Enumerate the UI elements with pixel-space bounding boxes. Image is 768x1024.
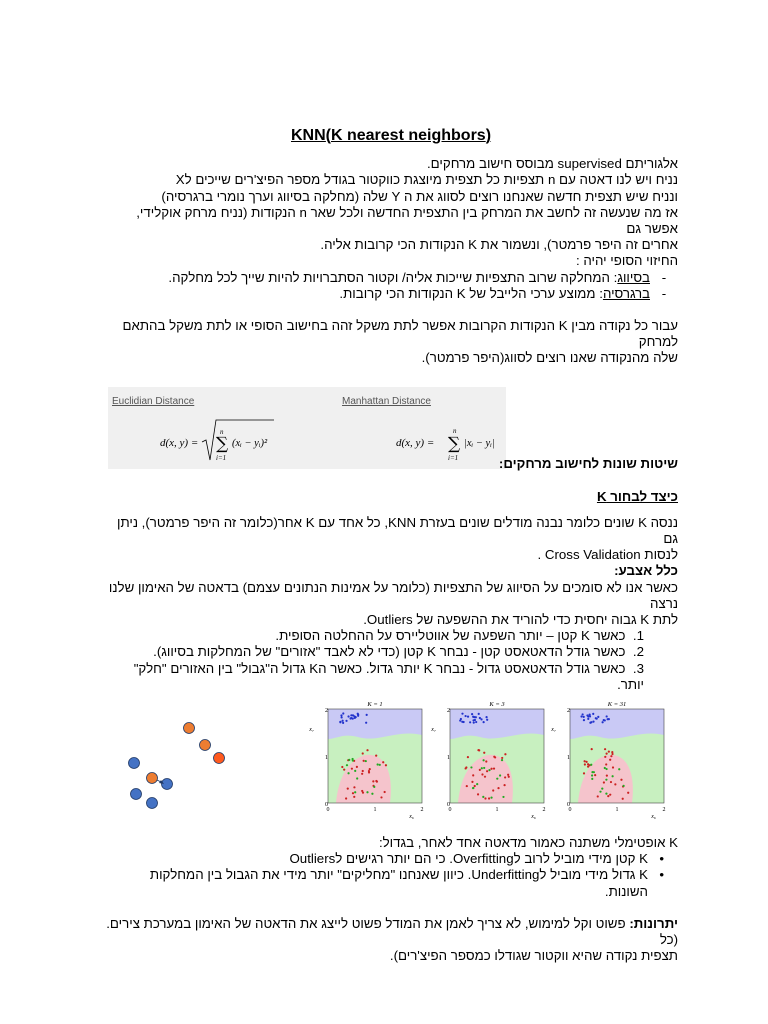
rule-of-thumb-heading: כלל אצבע: (614, 563, 678, 579)
red-sample (362, 752, 364, 754)
red-sample (494, 756, 496, 758)
red-sample (351, 768, 353, 770)
green-sample (612, 775, 614, 777)
red-sample (488, 797, 490, 799)
blue-sample (340, 714, 342, 716)
red-sample (372, 780, 374, 782)
red-sample (483, 752, 485, 754)
red-sample (603, 782, 605, 784)
knn-plot (308, 701, 423, 820)
y-tick-label: 2 (447, 708, 450, 715)
blue-sample (597, 716, 599, 718)
x-axis-label: x₆ (531, 814, 536, 821)
green-sample (599, 791, 601, 793)
sigma-symbol: ∑ (216, 433, 229, 454)
red-sample (604, 748, 606, 750)
red-sample (347, 788, 349, 790)
green-sample (499, 774, 501, 776)
blue-sample (473, 722, 475, 724)
rule-item (104, 644, 660, 660)
red-sample (486, 770, 488, 772)
x-axis-label: x₆ (409, 814, 414, 821)
advantages-label: יתרונות: (629, 915, 678, 931)
blue-sample (602, 721, 604, 723)
red-sample (584, 760, 586, 762)
green-sample (605, 779, 607, 781)
blue-sample (353, 715, 355, 717)
intro-line-6: החיזוי הסופי יהיה : (575, 253, 678, 269)
x-tick-label: 1 (495, 807, 499, 814)
blue-sample (347, 715, 349, 717)
green-sample (365, 760, 367, 762)
red-sample (343, 769, 345, 771)
blue-sample (341, 716, 343, 718)
green-sample (483, 767, 485, 769)
red-sample (594, 774, 596, 776)
optimal-k-item: • K גדול מידי מוביל לUnderfitting. כיוון שאנחנו "מחליקים" יותר מידי את הגבול בין המחלקות השונות. (104, 867, 662, 899)
red-sample (471, 781, 473, 783)
y-tick-label: 0 (567, 802, 570, 809)
orange-point (184, 723, 195, 734)
y-axis-label: x₇ (309, 727, 314, 734)
red-sample (384, 791, 386, 793)
red-sample (508, 776, 510, 778)
green-sample (591, 778, 593, 780)
red-sample (481, 773, 483, 775)
sigma-symbol: ∑ (448, 433, 461, 454)
red-sample (356, 766, 358, 768)
red-sample (375, 780, 377, 782)
blue-sample (589, 715, 591, 717)
advantages-paragraph (104, 916, 678, 948)
red-sample (583, 772, 585, 774)
green-sample (591, 771, 593, 773)
green-sample (354, 791, 356, 793)
red-sample (504, 776, 506, 778)
red-sample (382, 761, 384, 763)
figures-row (104, 699, 678, 829)
green-sample (604, 767, 606, 769)
red-sample (584, 763, 586, 765)
red-sample (611, 751, 613, 753)
y-tick-label: 1 (325, 755, 328, 762)
green-sample (379, 764, 381, 766)
red-sample (477, 793, 479, 795)
red-sample (474, 785, 476, 787)
red-sample (597, 795, 599, 797)
blue-sample (350, 714, 352, 716)
blue-sample (583, 719, 585, 721)
red-sample (490, 768, 492, 770)
red-sample (607, 795, 609, 797)
blue-point (131, 789, 142, 800)
x-tick-label: 0 (326, 807, 330, 814)
euclid-term: (xᵢ − yᵢ)² (232, 437, 268, 449)
blue-sample (461, 713, 463, 715)
red-sample (484, 798, 486, 800)
red-sample (362, 770, 364, 772)
blue-sample (475, 721, 477, 723)
green-sample (591, 774, 593, 776)
red-sample (605, 763, 607, 765)
red-sample (501, 757, 503, 759)
document-page (104, 128, 678, 965)
orange-point (147, 773, 158, 784)
plot-title: K = 3 (489, 701, 505, 709)
green-sample (351, 758, 353, 760)
red-sample (609, 794, 611, 796)
choose-k-line-1: ננסה K שונים כלומר נבנה מודלים שונים בעזרת KNN, כל אחד עם K אחר(כלומר זה היפר פרמטר), ניתן גם (116, 514, 678, 547)
red-sample (614, 783, 616, 785)
red-sample (497, 787, 499, 789)
blue-sample (592, 721, 594, 723)
sum-top: n (453, 426, 457, 435)
green-sample (377, 763, 379, 765)
manhattan-distance-title: Manhattan Distance (342, 395, 431, 407)
green-sample (481, 767, 483, 769)
blue-sample (589, 722, 591, 724)
rule-line-2: לתת K גבוה יחסית כדי להוריד את ההשפעה של Outliers. (363, 612, 678, 628)
orange-point (200, 740, 211, 751)
red-sample (362, 792, 364, 794)
red-sample (610, 781, 612, 783)
y-axis-label: x₇ (431, 727, 436, 734)
rule-item-number: 2. (632, 644, 644, 660)
red-sample (465, 767, 467, 769)
y-axis-label: x₇ (551, 727, 556, 734)
x-tick-label: 1 (373, 807, 377, 814)
rule-item-number: 1. (632, 628, 644, 644)
blue-sample (464, 715, 466, 717)
advantages-text-line-2: תצפית נקודה שהיא ווקטור שגודלו כמספר הפיצ'רים). (389, 948, 678, 964)
red-sample (375, 755, 377, 757)
intro-line-5: אחרים זה היפר פרמטר), ונשמור את K הנקודות הכי קרובות אליה. (320, 237, 678, 253)
intro-line-2: נניח ויש לנו דאטה עם n תצפיות כל תצפית מיוצגת כווקטור בגודל מספר הפיצ'רים שייכים לX (175, 172, 678, 188)
red-sample (353, 796, 355, 798)
weighting-line-2: שלה מהנקודה שאנו רוצים לסווג(היפר פרמטר). (421, 350, 678, 366)
green-sample (348, 759, 350, 761)
plot-title: K = 1 (367, 701, 383, 709)
red-sample (620, 779, 622, 781)
green-sample (373, 786, 375, 788)
regression-term: ברגרסיה (602, 285, 650, 301)
regression-item (104, 286, 678, 302)
sum-bottom: i=1 (448, 453, 459, 462)
blue-sample (471, 713, 473, 715)
manhattan-term: |xᵢ − yᵢ| (464, 437, 495, 449)
green-sample (490, 797, 492, 799)
red-sample (610, 755, 612, 757)
blue-sample (474, 719, 476, 721)
red-sample (479, 769, 481, 771)
red-sample (368, 771, 370, 773)
euclid-lhs: d(x, y) = (160, 436, 199, 449)
red-sample (493, 768, 495, 770)
blue-point (147, 798, 158, 809)
blue-sample (479, 717, 481, 719)
green-sample (356, 778, 358, 780)
blue-point (162, 779, 173, 790)
red-sample (608, 751, 610, 753)
manhattan-lhs: d(x, y) = (396, 436, 435, 449)
red-sample (345, 798, 347, 800)
red-sample (484, 776, 486, 778)
red-sample (504, 753, 506, 755)
green-sample (488, 769, 490, 771)
green-sample (371, 793, 373, 795)
red-sample (380, 796, 382, 798)
classification-item (104, 270, 678, 286)
y-tick-label: 0 (325, 802, 328, 809)
green-sample (623, 785, 625, 787)
blue-sample (365, 722, 367, 724)
dash-marker: - (661, 285, 667, 301)
optimal-k-item: • K קטן מידי מוביל לרוב לOverfitting. כי הם יותר רגישים לOutliers (104, 851, 662, 867)
x-tick-label: 2 (662, 807, 666, 814)
red-sample (366, 749, 368, 751)
green-sample (601, 788, 603, 790)
blue-sample (586, 714, 588, 716)
green-sample (472, 787, 474, 789)
dash-marker: - (661, 269, 667, 285)
page-title: (K nearest neighbors)KNN (290, 127, 492, 144)
intro-line-3: ונניח שיש תצפית חדשה שאנחנו רוצים לסווג את ה Y שלה (מחלקה בסיווג וערך נומרי ברגרסיה) (161, 188, 678, 204)
y-tick-label: 1 (567, 755, 570, 762)
red-sample (492, 789, 494, 791)
green-sample (590, 764, 592, 766)
green-sample (618, 768, 620, 770)
red-sample (591, 748, 593, 750)
red-sample (466, 785, 468, 787)
blue-sample (463, 721, 465, 723)
rule-item-number: 3. (632, 660, 644, 676)
red-sample (627, 792, 629, 794)
x-axis-label: x₆ (651, 814, 656, 821)
knn-decision-boundary-plots (309, 699, 678, 823)
optimal-k-line: K אופטימלי משתנה כאמור מדאטה אחד לאחר, בגדול: (378, 835, 678, 851)
red-sample (587, 766, 589, 768)
green-sample (346, 764, 348, 766)
red-sample (353, 786, 355, 788)
green-sample (605, 793, 607, 795)
regression-text: : ממוצע ערכי הלייבל של K הנקודות הכי קרובות. (339, 285, 603, 301)
red-sample (622, 798, 624, 800)
y-tick-label: 1 (447, 755, 450, 762)
blue-sample (469, 721, 471, 723)
red-sample (467, 756, 469, 758)
rule-item-text: כאשר K קטן – יותר השפעה של אווטליירס על ההחלטה הסופית. (275, 628, 626, 644)
weighting-line-1: עבור כל נקודה מבין K הנקודות הקרובות אפשר לתת משקל זהה בחישוב הסופי או לתת משקל בהתאם למרחק (122, 318, 678, 350)
blue-sample (608, 718, 610, 720)
red-sample (352, 792, 354, 794)
blue-sample (345, 720, 347, 722)
red-sample (507, 774, 509, 776)
red-sample (341, 766, 343, 768)
blue-sample (486, 719, 488, 721)
blue-sample (467, 716, 469, 718)
blue-sample (357, 715, 359, 717)
knn-plot (430, 701, 545, 820)
blue-sample (580, 715, 582, 717)
green-sample (496, 778, 498, 780)
advantages-text: פשוט וקל למימוש, לא צריך לאמן את המודל פשוט לייצג את הדאטה של האימון במערכת צירים.(כל (106, 915, 678, 948)
neighbors-illustration (104, 699, 234, 823)
blue-sample (604, 719, 606, 721)
rule-item-text: כאשר גודל הדאטאסט גדול - נבחר K יותר גדול. כאשר הK גדול ה"גבול" בין האזורים "חלק" יותר. (133, 660, 644, 692)
red-sample (612, 767, 614, 769)
x-tick-label: 1 (615, 807, 619, 814)
sum-bottom: i=1 (216, 453, 227, 462)
rule-item-text: כאשר גודל הדאטאסט קטן - נבחר K קטן (כדי לא לאבד "אזורים" של המחלקות בסיווג). (153, 644, 626, 660)
y-tick-label: 2 (325, 708, 328, 715)
orange-point (214, 753, 225, 764)
blue-sample (472, 716, 474, 718)
distance-methods-label: שיטות שונות לחישוב מרחקים: (498, 456, 678, 472)
red-sample (606, 775, 608, 777)
red-sample (485, 761, 487, 763)
euclidian-distance-title: Euclidian Distance (112, 395, 195, 407)
sum-top: n (220, 427, 224, 436)
blue-sample (366, 714, 368, 716)
blue-sample (582, 713, 584, 715)
distance-formulas-image (108, 387, 506, 469)
classification-term: בסיווג (617, 269, 650, 285)
x-tick-label: 0 (448, 807, 452, 814)
x-tick-label: 2 (542, 807, 546, 814)
blue-sample (587, 718, 589, 720)
choose-k-heading: כיצד לבחור K (596, 488, 678, 504)
red-sample (478, 749, 480, 751)
classification-text: : המחלקה שרוב התצפיות שייכות אליה/ וקטור הסתברויות להיות שייך לכל מחלקה. (168, 269, 618, 285)
y-tick-label: 2 (567, 708, 570, 715)
green-sample (470, 766, 472, 768)
red-sample (361, 773, 363, 775)
intro-line-4: אז מה שנעשה זה לחשב את המרחק בין התצפית החדשה ולכל שאר n הנקודות (נניח מרחק אוקלידי, אפשר גם (136, 204, 678, 237)
optimal-k-list (104, 851, 678, 900)
green-sample (476, 783, 478, 785)
blue-sample (342, 722, 344, 724)
rule-item (104, 628, 660, 644)
distance-formulas-section (104, 387, 678, 473)
blue-sample (342, 712, 344, 714)
rule-list (104, 628, 678, 693)
green-sample (483, 759, 485, 761)
green-sample (347, 772, 349, 774)
choose-k-line-2: לנסות Cross Validation . (537, 547, 678, 563)
blue-point (129, 758, 140, 769)
y-tick-label: 0 (447, 802, 450, 809)
green-sample (482, 796, 484, 798)
red-sample (604, 756, 606, 758)
x-tick-label: 0 (568, 807, 572, 814)
green-sample (502, 796, 504, 798)
red-sample (503, 784, 505, 786)
red-sample (369, 768, 371, 770)
red-sample (609, 759, 611, 761)
blue-sample (460, 718, 462, 720)
red-sample (472, 774, 474, 776)
blue-sample (592, 713, 594, 715)
x-tick-label: 2 (420, 807, 424, 814)
red-sample (363, 760, 365, 762)
blue-sample (342, 720, 344, 722)
blue-sample (583, 716, 585, 718)
rule-item (104, 661, 660, 693)
red-sample (586, 761, 588, 763)
intro-line-1: אלגוריתם supervised מבוסס חישוב מרחקים. (426, 156, 678, 172)
rule-line-1: כאשר אנו לא סומכים על הסיווג של התצפיות (כלומר על אמינות הנתונים עצמם) בדאטה של האימון שלנו נרצה (108, 579, 678, 611)
blue-sample (475, 716, 477, 718)
blue-sample (595, 717, 597, 719)
blue-sample (485, 716, 487, 718)
blue-sample (349, 717, 351, 719)
knn-plot (550, 701, 665, 820)
blue-sample (339, 721, 341, 723)
red-sample (385, 764, 387, 766)
green-sample (354, 770, 356, 772)
plot-title: K = 31 (607, 701, 627, 709)
blue-sample (483, 721, 485, 723)
blue-sample (606, 715, 608, 717)
red-sample (606, 753, 608, 755)
blue-sample (478, 713, 480, 715)
green-sample (501, 759, 503, 761)
green-sample (366, 791, 368, 793)
